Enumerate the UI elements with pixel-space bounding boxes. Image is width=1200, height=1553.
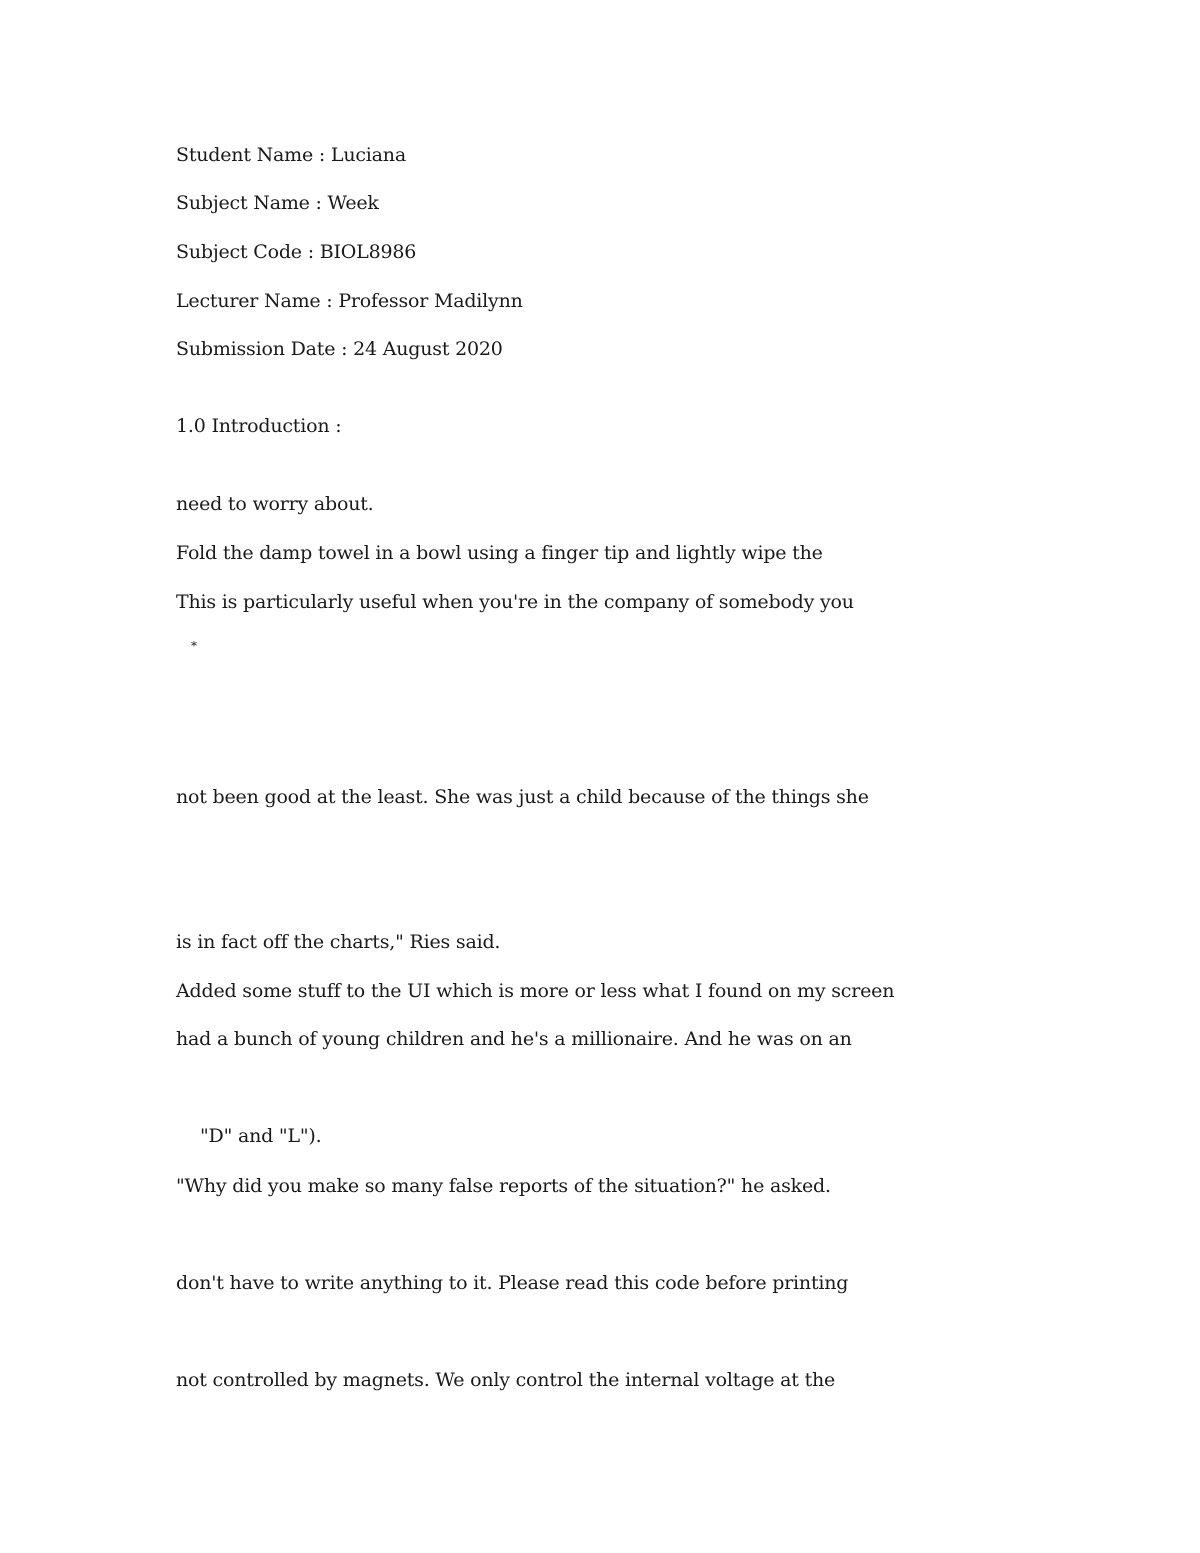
student-name: Student Name : Luciana	[176, 144, 406, 166]
body-line: don't have to write anything to it. Please read this code before printing	[176, 1272, 849, 1294]
body-line: Fold the damp towel in a bowl using a finger tip and lightly wipe the	[176, 542, 823, 564]
body-line: "D" and "L").	[200, 1125, 322, 1147]
body-line: is in fact off the charts," Ries said.	[176, 931, 501, 953]
stray-asterisk: *	[191, 639, 197, 653]
subject-name: Subject Name : Week	[176, 192, 379, 214]
subject-code: Subject Code : BIOL8986	[176, 241, 417, 263]
submission-date: Submission Date : 24 August 2020	[176, 338, 503, 360]
lecturer-name: Lecturer Name : Professor Madilynn	[176, 290, 523, 312]
body-line: This is particularly useful when you're in the company of somebody you	[176, 591, 854, 613]
body-line: "Why did you make so many false reports of the situation?" he asked.	[176, 1175, 831, 1197]
body-line: not controlled by magnets. We only control the internal voltage at the	[176, 1369, 836, 1391]
body-line: not been good at the least. She was just a child because of the things she	[176, 786, 869, 808]
body-line: need to worry about.	[176, 493, 374, 515]
body-line: had a bunch of young children and he's a millionaire. And he was on an	[176, 1028, 852, 1050]
section-heading: 1.0 Introduction :	[176, 415, 342, 437]
body-line: Added some stuff to the UI which is more or less what I found on my screen	[176, 980, 895, 1002]
